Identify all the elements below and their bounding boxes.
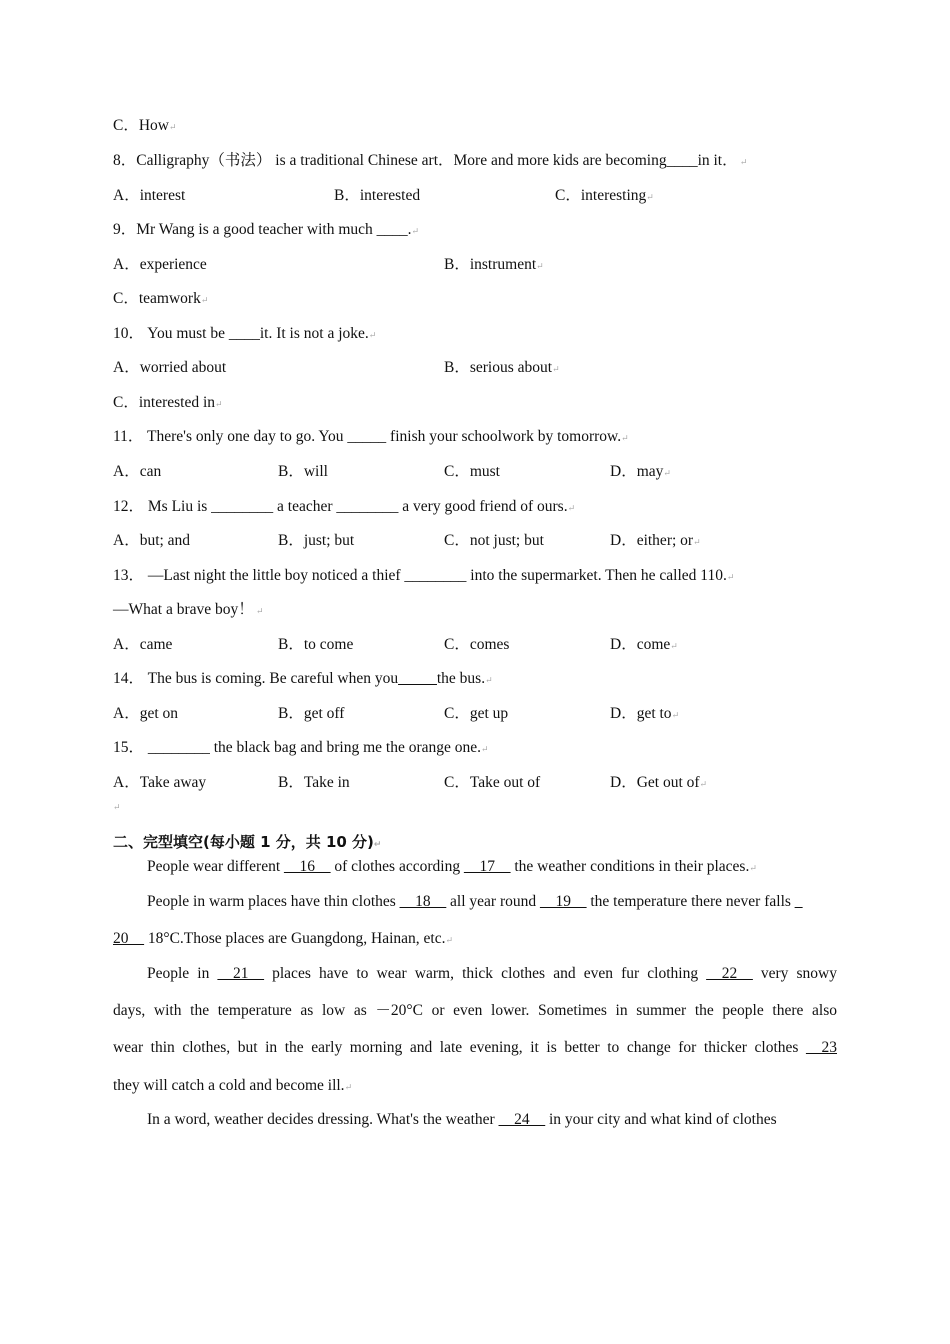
q15-option-c: C．Take out of (444, 774, 541, 791)
q12-stem: 12． Ms Liu is ________ a teacher ________ a very good friend of ours.↵ (113, 498, 576, 515)
q8-option-b: B．interested (334, 187, 421, 204)
q11-option-c: C．must (444, 463, 500, 480)
passage-paragraph-3-line-2: days, with the temperature as low as －20°C or even lower. Sometimes in summer the people there also (113, 1002, 837, 1019)
q13-stem: 13． —Last night the little boy noticed a thief ________ into the supermarket. Then he called 110.↵ (113, 567, 735, 584)
paragraph-mark: ↵ (113, 802, 121, 812)
q14-stem: 14． The bus is coming. Be careful when you_____the bus.↵ (113, 670, 493, 687)
q10-option-c: C．interested in↵ (113, 394, 223, 411)
q12-option-a: A．but; and (113, 532, 191, 549)
passage-paragraph-4: In a word, weather decides dressing. What's the weather __24__ in your city and what kind of clothes (147, 1111, 777, 1128)
q9-stem: 9．Mr Wang is a good teacher with much ____.↵ (113, 221, 420, 238)
passage-paragraph-3-line-4: they will catch a cold and become ill.↵ (113, 1077, 353, 1094)
q14-option-a: A．get on (113, 705, 179, 722)
q11-option-a: A．can (113, 463, 162, 480)
q8-option-a: A．interest (113, 187, 186, 204)
q10-option-b: B．serious about↵ (444, 359, 560, 376)
q14-option-c: C．get up (444, 705, 509, 722)
q13-reply: —What a brave boy！ ↵ (113, 601, 264, 618)
q15-option-b: B．Take in (278, 774, 350, 791)
q13-option-b: B．to come (278, 636, 354, 653)
passage-paragraph-1: People wear different __16__ of clothes according __17__ the weather conditions in their places.↵ (147, 858, 757, 875)
passage-paragraph-3-line-1: People in __21__ places have to wear warm, thick clothes and even fur clothing __22__ very snowy (147, 965, 838, 982)
q7-option-c: C．How↵ (113, 117, 177, 134)
q10-option-a: A．worried about (113, 359, 227, 376)
q9-option-a: A．experience (113, 256, 207, 273)
q8-stem: 8．Calligraphy（书法） is a traditional Chinese art．More and more kids are becoming____in it． ↵ (113, 152, 748, 169)
q15-option-a: A．Take away (113, 774, 207, 791)
q12-option-c: C．not just; but (444, 532, 544, 549)
q15-option-d: D．Get out of↵ (610, 774, 708, 791)
passage-paragraph-2-line-2: 20__ 18°C.Those places are Guangdong, Hainan, etc.↵ (113, 930, 454, 947)
q11-stem: 11． There's only one day to go. You _____ finish your schoolwork by tomorrow.↵ (113, 428, 629, 445)
q11-option-d: D．may↵ (610, 463, 671, 480)
q14-option-d: D．get to↵ (610, 705, 680, 722)
q15-stem: 15． ________ the black bag and bring me the orange one.↵ (113, 739, 489, 756)
q9-option-c: C．teamwork↵ (113, 290, 209, 307)
q12-option-b: B．just; but (278, 532, 355, 549)
q9-option-b: B．instrument↵ (444, 256, 544, 273)
q13-option-a: A．came (113, 636, 173, 653)
q13-option-d: D．come↵ (610, 636, 678, 653)
section-heading: 二、完型填空(每小题 1 分，共 10 分)↵ (113, 833, 382, 851)
q13-option-c: C．comes (444, 636, 510, 653)
passage-paragraph-2-line-1: People in warm places have thin clothes __18__ all year round __19__ the temperature there never falls _ (147, 893, 803, 910)
passage-paragraph-3-line-3: wear thin clothes, but in the early morning and late evening, it is better to change for thicker clothes __23 (113, 1039, 837, 1056)
q14-option-b: B．get off (278, 705, 345, 722)
q10-stem: 10． You must be ____it. It is not a joke.↵ (113, 325, 377, 342)
q11-option-b: B．will (278, 463, 328, 480)
q12-option-d: D．either; or↵ (610, 532, 701, 549)
q8-option-c: C．interesting↵ (555, 187, 654, 204)
